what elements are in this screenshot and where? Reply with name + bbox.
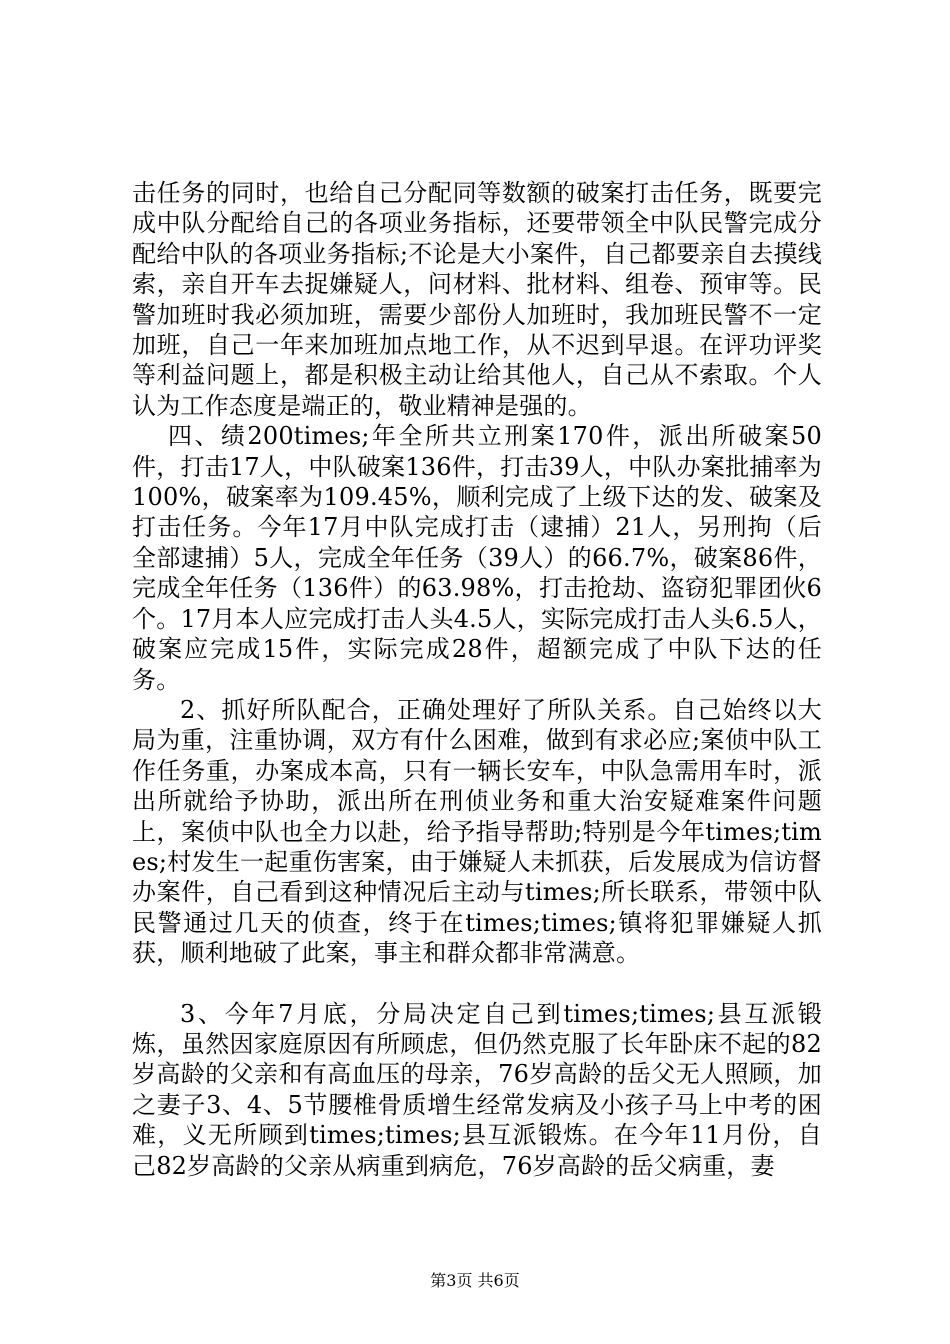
- paragraph-coordination: 2、抓好所队配合，正确处理好了所队关系。自己始终以大局为重，注重协调，双方有什么困难，做到有求必应;案侦中队工作任务重，办案成本高，只有一辆长安车，中队急需用车时，派出所就给予协助，派出所在刑侦业务和重大治安疑难案件问题上，案侦中队也全力以赴，给予指导帮助;特别是今年times;times;村发生一起重伤害案，由于嫌疑人未抓获，后发展成为信访督办案件，自己看到这种情况后主动与times;所长联系，带领中队民警通过几天的侦查，终于在times;times;镇将犯罪嫌疑人抓获，顺利地破了此案，事主和群众都非常满意。: [132, 695, 822, 968]
- page-footer: 第3页 共6页: [430, 1271, 520, 1290]
- paragraph-work-attitude: 击任务的同时，也给自己分配同等数额的破案打击任务，既要完成中队分配给自己的各项业务指标，还要带领全中队民警完成分配给中队的各项业务指标;不论是大小案件，自己都要亲自去摸线索，亲自开车去捉嫌疑人，问材料、批材料、组卷、预审等。民警加班时我必须加班，需要少部份人加班时，我加班民警不一定加班，自己一年来加班加点地工作，从不迟到早退。在评功评奖等利益问题上，都是积极主动让给其他人，自己从不索取。个人认为工作态度是端正的，敬业精神是强的。: [132, 179, 822, 420]
- paragraph-performance: 四、绩200times;年全所共立刑案170件，派出所破案50件，打击17人，中队破案136件，打击39人，中队办案批捕率为100%，破案率为109.45%，顺利完成了上级下达的发、破案及打击任务。今年17月中队完成打击（逮捕）21人，另刑拘（后全部逮捕）5人，完成全年任务（39人）的66.7%，破案86件，完成全年任务（136件）的63.98%，打击抢劫、盗窃犯罪团伙6个。17月本人应完成打击人头4.5人，实际完成打击人头6.5人，破案应完成15件，实际完成28件，超额完成了中队下达的任务。: [132, 422, 822, 694]
- paragraph-exchange-training: 3、今年7月底，分局决定自己到times;times;县互派锻炼，虽然因家庭原因有所顾虑，但仍然克服了长年卧床不起的82岁高龄的父亲和有高血压的母亲，76岁高龄的岳父无人照顾，加之妻子3、4、5节腰椎骨质增生经常发病及小孩子马上中考的困难，义无所顾到times;times;县互派锻炼。在今年11月份，自己82岁高龄的父亲从病重到病危，76岁高龄的岳父病重，妻: [132, 999, 822, 1180]
- paragraph-gap: [132, 969, 822, 999]
- document-body: [132, 178, 822, 1181]
